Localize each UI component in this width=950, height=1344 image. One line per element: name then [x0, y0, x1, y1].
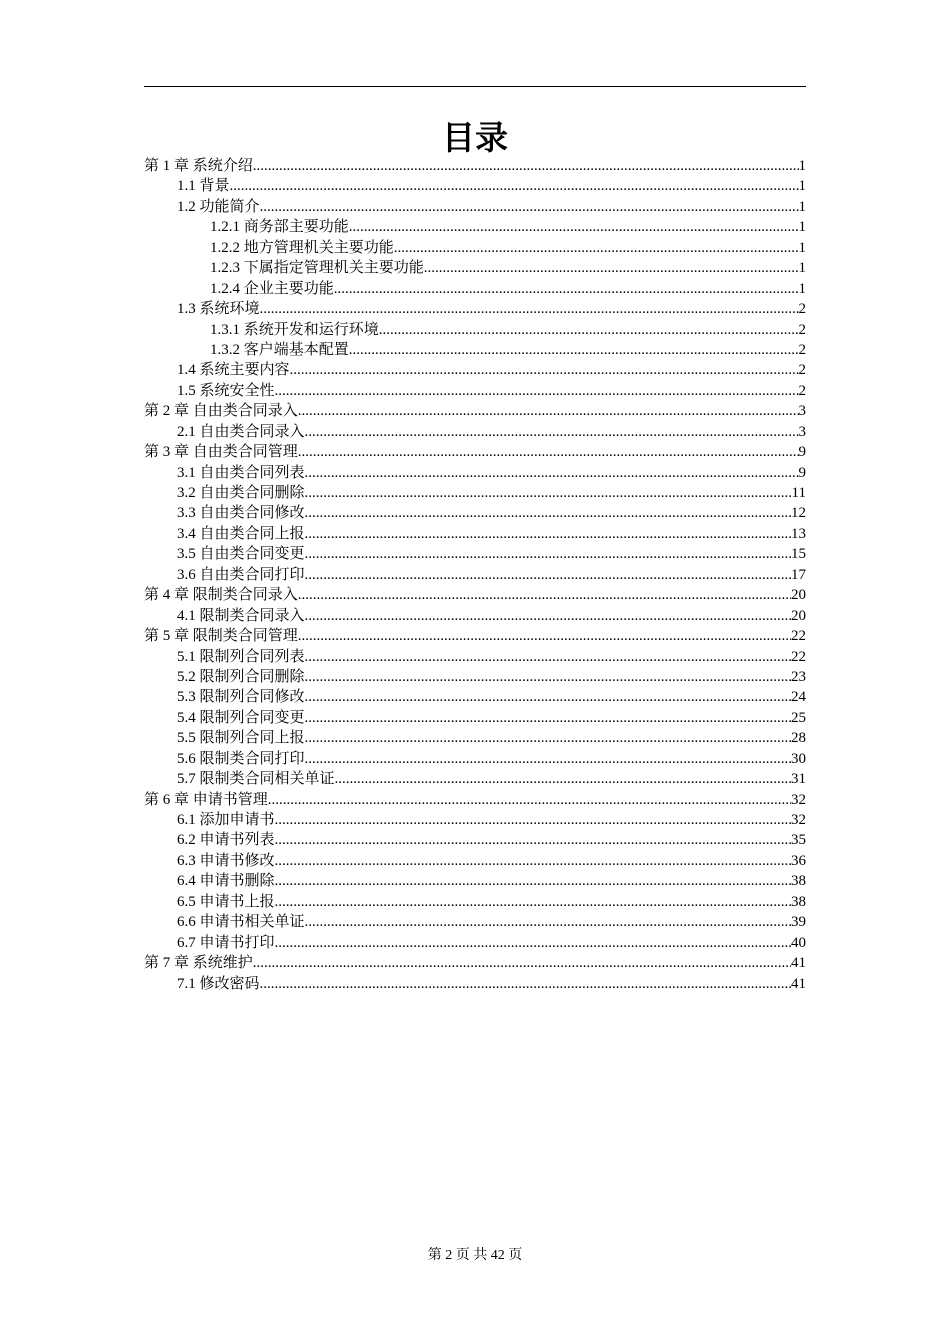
- toc-entry-page-number: 38: [791, 873, 806, 890]
- toc-section-entry[interactable]: [144, 933, 806, 953]
- toc-entry-page-number: 24: [791, 689, 806, 706]
- dot-leader: [305, 544, 791, 564]
- toc-entry-page-number: 1: [798, 158, 806, 174]
- toc-entry-label: 第 4 章 限制类合同录入: [144, 587, 298, 604]
- toc-entry-page-number: 40: [791, 934, 806, 951]
- dot-leader: [349, 340, 799, 360]
- toc-entry-page-number: 22: [791, 628, 806, 645]
- toc-section-entry[interactable]: [144, 687, 806, 707]
- dot-leader: [305, 463, 799, 483]
- toc-section-entry[interactable]: [144, 851, 806, 871]
- toc-entry-page-number: 35: [791, 832, 806, 849]
- dot-leader: [260, 974, 791, 994]
- toc-section-entry[interactable]: [144, 463, 806, 483]
- toc-entry-page-number: 31: [791, 771, 806, 788]
- toc-entry-label: 5.7 限制类合同相关单证: [177, 771, 335, 788]
- toc-section-entry[interactable]: [144, 258, 806, 278]
- dot-leader: [290, 360, 799, 380]
- toc-section-entry[interactable]: [144, 647, 806, 667]
- toc-entry-label: 5.1 限制列合同列表: [177, 648, 305, 665]
- toc-entry-page-number: 2: [798, 341, 806, 358]
- toc-entry-label: 3.6 自由类合同打印: [177, 566, 305, 583]
- toc-entry-page-number: 3: [798, 423, 806, 440]
- toc-chapter-entry[interactable]: [144, 626, 806, 646]
- toc-title: 目录: [442, 118, 508, 157]
- dot-leader: [334, 279, 799, 299]
- toc-section-entry[interactable]: [144, 524, 806, 544]
- toc-section-entry[interactable]: [144, 871, 806, 891]
- toc-entry-page-number: 2: [798, 321, 806, 338]
- toc-entry-label: 1.3 系统环境: [177, 301, 260, 318]
- toc-entry-label: 6.6 申请书相关单证: [177, 914, 305, 931]
- toc-section-entry[interactable]: [144, 728, 806, 748]
- dot-leader: [305, 422, 799, 442]
- dot-leader: [275, 851, 791, 871]
- toc-chapter-entry[interactable]: [144, 442, 806, 462]
- toc-entry-label: 6.1 添加申请书: [177, 812, 275, 828]
- toc-entry-page-number: 38: [791, 893, 806, 910]
- toc-section-entry[interactable]: [144, 565, 806, 585]
- dot-leader: [305, 524, 791, 544]
- toc-section-entry[interactable]: [144, 892, 806, 912]
- toc-section-entry[interactable]: [144, 606, 806, 626]
- toc-section-entry[interactable]: [144, 217, 806, 237]
- toc-entry-page-number: 2: [798, 382, 806, 399]
- dot-leader: [298, 585, 791, 605]
- toc-chapter-entry[interactable]: [144, 585, 806, 605]
- toc-entry-label: 4.1 限制类合同录入: [177, 607, 305, 624]
- dot-leader: [275, 830, 791, 850]
- dot-leader: [379, 320, 799, 340]
- toc-chapter-entry[interactable]: [144, 953, 806, 973]
- toc-section-entry[interactable]: [144, 810, 806, 830]
- toc-section-entry[interactable]: [144, 749, 806, 769]
- toc-entry-label: 第 6 章 申请书管理: [144, 791, 268, 808]
- toc-entry-page-number: 3: [798, 403, 806, 420]
- toc-entry-page-number: 2: [798, 362, 806, 379]
- dot-leader: [305, 749, 791, 769]
- toc-entry-page-number: 39: [791, 914, 806, 931]
- dot-leader: [305, 687, 791, 707]
- toc-entry-page-number: 41: [791, 955, 806, 972]
- toc-entry-label: 6.3 申请书修改: [177, 852, 275, 869]
- toc-entry-label: 第 2 章 自由类合同录入: [144, 403, 298, 420]
- toc-section-entry[interactable]: [144, 769, 806, 789]
- toc-section-entry[interactable]: [144, 238, 806, 258]
- toc-entry-label: 1.4 系统主要内容: [177, 362, 290, 379]
- dot-leader: [230, 176, 799, 196]
- toc-section-entry[interactable]: [144, 544, 806, 564]
- dot-leader: [305, 912, 791, 932]
- toc-entry-label: 第 3 章 自由类合同管理: [144, 444, 298, 461]
- toc-entry-page-number: 22: [791, 648, 806, 665]
- dot-leader: [305, 708, 791, 728]
- dot-leader: [305, 503, 791, 523]
- toc-entry-label: 第 7 章 系统维护: [144, 955, 253, 972]
- toc-entry-label: 5.6 限制类合同打印: [177, 750, 305, 767]
- toc-entry-page-number: 13: [791, 525, 806, 542]
- toc-entry-label: 2.1 自由类合同录入: [177, 423, 305, 440]
- header-rule: [144, 86, 806, 87]
- toc-entry-label: 3.5 自由类合同变更: [177, 546, 305, 563]
- toc-section-entry[interactable]: [144, 422, 806, 442]
- toc-entry-label: 3.4 自由类合同上报: [177, 525, 305, 542]
- dot-leader: [275, 381, 799, 401]
- toc-entry-label: 6.2 申请书列表: [177, 832, 275, 849]
- dot-leader: [305, 606, 791, 626]
- toc-section-entry[interactable]: [144, 912, 806, 932]
- toc-chapter-entry[interactable]: [144, 156, 806, 176]
- toc-entry-label: 6.5 申请书上报: [177, 893, 275, 910]
- toc-entry-label: 5.4 限制列合同变更: [177, 709, 305, 726]
- dot-leader: [305, 667, 791, 687]
- toc-entry-page-number: 1: [798, 198, 806, 215]
- toc-entry-label: 1.2.3 下属指定管理机关主要功能: [210, 260, 424, 277]
- toc-entry-label: 6.7 申请书打印: [177, 934, 275, 951]
- toc-entry-page-number: 2: [798, 301, 806, 318]
- toc-entry-page-number: 36: [791, 852, 806, 869]
- toc-section-entry[interactable]: [144, 360, 806, 380]
- dot-leader: [305, 728, 791, 748]
- toc-section-entry[interactable]: [144, 197, 806, 217]
- toc-section-entry[interactable]: [144, 340, 806, 360]
- toc-section-entry[interactable]: [144, 667, 806, 687]
- toc-entry-label: 第 1 章 系统介绍: [144, 158, 253, 174]
- toc-entry-label: 6.4 申请书删除: [177, 873, 275, 890]
- dot-leader: [305, 565, 791, 585]
- toc-entry-page-number: 32: [791, 812, 806, 828]
- dot-leader: [298, 626, 791, 646]
- toc-entry-page-number: 25: [791, 709, 806, 726]
- dot-leader: [253, 156, 799, 176]
- toc-section-entry[interactable]: [144, 381, 806, 401]
- toc-entry-page-number: 9: [798, 464, 806, 481]
- toc-entry-page-number: 41: [791, 975, 806, 992]
- toc-entry-label: 1.3.2 客户端基本配置: [210, 341, 349, 358]
- toc-entry-label: 1.2.4 企业主要功能: [210, 280, 334, 297]
- toc-entry-page-number: 1: [798, 239, 806, 256]
- toc-entry-label: 7.1 修改密码: [177, 975, 260, 992]
- toc-entry-label: 第 5 章 限制类合同管理: [144, 628, 298, 645]
- toc-entry-label: 5.2 限制列合同删除: [177, 668, 305, 685]
- dot-leader: [275, 933, 791, 953]
- toc-chapter-entry[interactable]: [144, 401, 806, 421]
- toc-entry-label: 5.3 限制列合同修改: [177, 689, 305, 706]
- toc-entry-label: 5.5 限制列合同上报: [177, 730, 305, 747]
- toc-entry-label: 3.3 自由类合同修改: [177, 505, 305, 522]
- toc-entry-page-number: 30: [791, 750, 806, 767]
- dot-leader: [298, 442, 799, 462]
- toc-entry-label: 1.5 系统安全性: [177, 382, 275, 399]
- toc-section-entry[interactable]: [144, 320, 806, 340]
- toc-entry-page-number: 1: [798, 219, 806, 236]
- dot-leader: [298, 401, 799, 421]
- toc-section-entry[interactable]: [144, 483, 806, 503]
- page-footer: 第 2 页 共 42 页: [427, 1248, 523, 1263]
- toc-entry-label: 3.2 自由类合同删除: [177, 485, 305, 501]
- toc-section-entry[interactable]: [144, 830, 806, 850]
- dot-leader: [260, 299, 799, 319]
- dot-leader: [275, 810, 791, 830]
- toc-entry-page-number: 1: [798, 260, 806, 277]
- dot-leader: [260, 197, 799, 217]
- toc-entry-label: 1.1 背景: [177, 178, 230, 195]
- dot-leader: [268, 790, 791, 810]
- toc-entry-label: 1.2.1 商务部主要功能: [210, 219, 349, 236]
- toc-section-entry[interactable]: [144, 503, 806, 523]
- dot-leader: [424, 258, 799, 278]
- dot-leader: [253, 953, 791, 973]
- dot-leader: [335, 769, 791, 789]
- toc-entry-page-number: 1: [798, 178, 806, 195]
- toc-section-entry[interactable]: [144, 974, 806, 994]
- toc-entry-page-number: 20: [791, 587, 806, 604]
- dot-leader: [305, 483, 792, 503]
- toc-entry-label: 1.2.2 地方管理机关主要功能: [210, 239, 394, 256]
- toc-entry-page-number: 1: [798, 280, 806, 297]
- toc-entry-page-number: 23: [791, 668, 806, 685]
- dot-leader: [394, 238, 799, 258]
- dot-leader: [305, 647, 791, 667]
- toc-entry-page-number: 32: [791, 791, 806, 808]
- dot-leader: [275, 892, 791, 912]
- toc-entry-page-number: 20: [791, 607, 806, 624]
- toc-entry-page-number: 11: [791, 485, 806, 501]
- toc-section-entry[interactable]: [144, 176, 806, 196]
- dot-leader: [349, 217, 799, 237]
- toc-section-entry[interactable]: [144, 708, 806, 728]
- toc-entry-page-number: 28: [791, 730, 806, 747]
- toc-section-entry[interactable]: [144, 279, 806, 299]
- table-of-contents: [144, 156, 806, 994]
- toc-entry-label: 3.1 自由类合同列表: [177, 464, 305, 481]
- toc-entry-page-number: 12: [791, 505, 806, 522]
- toc-chapter-entry[interactable]: [144, 790, 806, 810]
- toc-entry-page-number: 15: [791, 546, 806, 563]
- toc-entry-label: 1.3.1 系统开发和运行环境: [210, 321, 379, 338]
- toc-entry-page-number: 17: [791, 566, 806, 583]
- toc-entry-label: 1.2 功能简介: [177, 198, 260, 215]
- toc-entry-page-number: 9: [798, 444, 806, 461]
- toc-section-entry[interactable]: [144, 299, 806, 319]
- dot-leader: [275, 871, 791, 891]
